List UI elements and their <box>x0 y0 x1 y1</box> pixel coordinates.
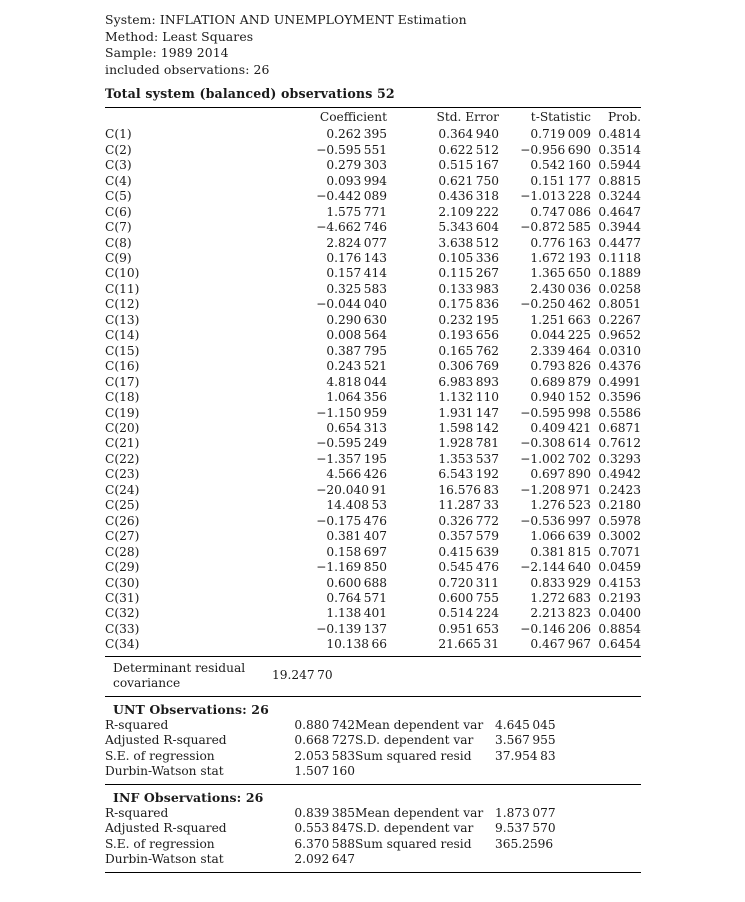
statistic-row <box>105 821 641 837</box>
prob-value: 0.4991 <box>598 374 641 389</box>
table-row <box>105 576 641 591</box>
coefficient-name: C(30) <box>105 575 140 590</box>
coefficient-name: C(28) <box>105 544 140 559</box>
column-header-t-statistic: t-Statistic <box>530 110 591 125</box>
prob-value: 0.4647 <box>598 204 641 219</box>
std-error-value: 0.306 769 <box>438 359 499 374</box>
coefficient-name: C(20) <box>105 420 140 435</box>
coefficient-value: −20.040 91 <box>316 482 387 497</box>
prob-value: 0.1118 <box>598 251 641 265</box>
table-row <box>105 236 641 251</box>
prob-value: 0.8815 <box>598 173 641 188</box>
prob-value: 0.0459 <box>598 560 641 575</box>
table-row <box>105 344 641 359</box>
table-row <box>105 606 641 621</box>
coefficient-name: C(19) <box>105 405 140 420</box>
coefficient-name: C(11) <box>105 281 140 296</box>
prob-value: 0.4814 <box>598 127 641 142</box>
t-statistic-value: 0.697 890 <box>530 467 591 482</box>
std-error-value: 6.543 192 <box>438 467 499 482</box>
std-error-value: 0.193 656 <box>438 328 499 343</box>
std-error-value: 1.928 781 <box>438 436 499 451</box>
statistic-row <box>105 837 641 853</box>
statistic-row <box>105 806 641 822</box>
method-line: Method: Least Squares <box>105 28 254 44</box>
coefficient-value: 0.157 414 <box>326 266 387 281</box>
statistic-label-right: Mean dependent var <box>355 717 484 732</box>
t-statistic-value: 0.833 929 <box>530 575 591 590</box>
std-error-value: 2.109 222 <box>438 204 499 219</box>
statistic-label-left: Durbin-Watson stat <box>105 852 224 867</box>
t-statistic-value: −0.146 206 <box>520 621 591 636</box>
coefficient-name: C(17) <box>105 374 140 389</box>
statistic-label-left: R-squared <box>105 717 169 732</box>
coefficient-name: C(31) <box>105 590 140 605</box>
coefficient-name: C(33) <box>105 621 140 636</box>
coefficient-value: 4.818 044 <box>326 374 387 389</box>
table-row <box>105 220 641 235</box>
std-error-value: 1.353 537 <box>438 451 499 466</box>
prob-value: 0.5586 <box>598 405 641 420</box>
t-statistic-value: 0.719 009 <box>530 127 591 142</box>
statistic-label-right: S.D. dependent var <box>355 821 474 836</box>
t-statistic-value: −0.595 998 <box>520 405 591 420</box>
coefficient-name: C(22) <box>105 451 140 466</box>
std-error-value: 0.165 762 <box>438 343 499 358</box>
std-error-value: 11.287 33 <box>438 498 499 513</box>
coefficient-name: C(16) <box>105 359 140 374</box>
coefficient-name: C(2) <box>105 142 132 157</box>
estimation-preamble <box>105 12 641 78</box>
coefficient-value: −0.175 476 <box>316 513 387 528</box>
statistic-value-right: 365.2596 <box>495 836 554 851</box>
prob-value: 0.5944 <box>598 158 641 173</box>
statistic-value-right: 37.954 83 <box>495 748 556 763</box>
coefficients-table <box>105 108 641 652</box>
statistic-label-right <box>355 852 495 868</box>
prob-value: 0.0310 <box>598 343 641 358</box>
coefficient-name: C(13) <box>105 312 140 327</box>
t-statistic-value: 1.672 193 <box>530 251 591 265</box>
prob-value: 0.0258 <box>598 281 641 296</box>
coefficient-name: C(29) <box>105 560 140 575</box>
coefficient-value: 0.243 521 <box>326 359 387 374</box>
t-statistic-value: 0.793 826 <box>530 359 591 374</box>
statistic-value-right: 9.537 570 <box>495 821 556 836</box>
coefficient-value: −1.357 195 <box>316 451 387 466</box>
t-statistic-value: 0.747 086 <box>530 204 591 219</box>
std-error-value: 0.105 336 <box>438 251 499 265</box>
equation-block-title: INF Observations: 26 <box>113 789 264 805</box>
std-error-value: 0.232 195 <box>438 312 499 327</box>
prob-value: 0.2267 <box>598 312 641 327</box>
t-statistic-value: 0.044 225 <box>530 328 591 343</box>
coefficient-value: −0.139 137 <box>316 621 387 636</box>
statistic-value-right: 4.645 045 <box>495 717 556 732</box>
statistic-value-right: 1.873 077 <box>495 805 556 820</box>
prob-value: 0.3293 <box>598 451 641 466</box>
table-row <box>105 174 641 189</box>
coefficient-value: 0.008 564 <box>326 328 387 343</box>
coefficient-value: −1.169 850 <box>316 560 387 575</box>
table-row <box>105 514 641 529</box>
std-error-value: 0.514 224 <box>438 606 499 621</box>
table-row <box>105 297 641 312</box>
prob-value: 0.7612 <box>598 436 641 451</box>
coefficient-value: −1.150 959 <box>316 405 387 420</box>
statistic-label-right: Sum squared resid <box>355 748 472 763</box>
statistic-row <box>105 718 641 734</box>
prob-value: 0.4153 <box>598 575 641 590</box>
std-error-value: 0.364 940 <box>438 127 499 142</box>
statistic-row <box>105 749 641 765</box>
coefficient-value: 0.764 571 <box>326 590 387 605</box>
coefficient-value: 0.600 688 <box>326 575 387 590</box>
t-statistic-value: 2.213 823 <box>530 606 591 621</box>
std-error-value: 0.951 653 <box>438 621 499 636</box>
coefficient-name: C(1) <box>105 127 132 142</box>
equation-block-title: UNT Observations: 26 <box>113 701 269 717</box>
std-error-value: 0.515 167 <box>438 158 499 173</box>
equation-blocks <box>105 697 641 872</box>
coefficient-name: C(7) <box>105 220 132 235</box>
coefficient-value: 1.138 401 <box>326 606 387 621</box>
coefficient-name: C(10) <box>105 266 140 281</box>
coefficient-name: C(15) <box>105 343 140 358</box>
coefficient-value: 0.176 143 <box>326 251 387 265</box>
table-row <box>105 127 641 142</box>
prob-value: 0.1889 <box>598 266 641 281</box>
statistic-label-left: Adjusted R-squared <box>105 733 227 748</box>
coefficient-name: C(27) <box>105 529 140 544</box>
table-row <box>105 282 641 297</box>
t-statistic-value: 0.467 967 <box>530 637 591 652</box>
statistic-label-left: Durbin-Watson stat <box>105 764 224 779</box>
column-header-coefficient: Coefficient <box>319 110 387 125</box>
coefficient-name: C(32) <box>105 606 140 621</box>
total-system-observations: Total system (balanced) observations 52 <box>105 86 395 102</box>
coefficient-value: 0.325 583 <box>326 281 387 296</box>
std-error-value: 16.576 83 <box>438 482 499 497</box>
std-error-value: 0.175 836 <box>438 297 499 312</box>
prob-value: 0.7071 <box>598 544 641 559</box>
coefficient-name: C(26) <box>105 513 140 528</box>
statistic-value-right: 3.567 955 <box>495 733 556 748</box>
table-bottom-rule <box>105 872 641 873</box>
coefficient-name: C(5) <box>105 189 132 204</box>
t-statistic-value: −1.002 702 <box>520 451 591 466</box>
included-observations-line: included observations: 26 <box>105 61 270 77</box>
std-error-value: 0.133 983 <box>438 281 499 296</box>
std-error-value: 1.931 147 <box>438 405 499 420</box>
t-statistic-value: −1.208 971 <box>520 482 591 497</box>
table-row <box>105 143 641 158</box>
table-row <box>105 483 641 498</box>
table-row <box>105 251 641 266</box>
table-row <box>105 436 641 451</box>
t-statistic-value: 0.940 152 <box>530 390 591 405</box>
prob-value: 0.2180 <box>598 498 641 513</box>
statistic-value-right <box>495 764 641 780</box>
prob-value: 0.5978 <box>598 513 641 528</box>
t-statistic-value: 1.066 639 <box>530 529 591 544</box>
t-statistic-value: −0.536 997 <box>520 513 591 528</box>
prob-value: 0.9652 <box>598 328 641 343</box>
statistic-label-left: R-squared <box>105 805 169 820</box>
statistic-label-left: S.E. of regression <box>105 836 215 851</box>
coefficient-name: C(25) <box>105 498 140 513</box>
prob-value: 0.3596 <box>598 390 641 405</box>
statistic-value-left: 0.668 727 <box>294 733 355 748</box>
coefficients-table-body <box>105 127 641 652</box>
t-statistic-value: 2.430 036 <box>530 281 591 296</box>
prob-value: 0.3514 <box>598 142 641 157</box>
determinant-value: 19.247 70 <box>272 668 333 683</box>
coefficient-value: 0.262 395 <box>326 127 387 142</box>
t-statistic-value: 0.151 177 <box>530 173 591 188</box>
table-row <box>105 591 641 606</box>
prob-value: 0.3244 <box>598 189 641 204</box>
std-error-value: 3.638 512 <box>438 235 499 250</box>
column-header-name <box>105 108 257 127</box>
std-error-value: 0.621 750 <box>438 173 499 188</box>
coefficient-name: C(23) <box>105 467 140 482</box>
determinant-label-line1: Determinant residual <box>113 660 246 675</box>
coefficient-name: C(9) <box>105 251 132 265</box>
table-row <box>105 545 641 560</box>
statistic-label-right <box>355 764 495 780</box>
t-statistic-value: −0.872 585 <box>520 220 591 235</box>
table-row <box>105 529 641 544</box>
coefficient-name: C(12) <box>105 297 140 312</box>
coefficient-value: −4.662 746 <box>316 220 387 235</box>
std-error-value: 0.600 755 <box>438 590 499 605</box>
table-row <box>105 359 641 374</box>
coefficient-value: 1.064 356 <box>326 390 387 405</box>
t-statistic-value: −2.144 640 <box>520 560 591 575</box>
table-row <box>105 189 641 204</box>
statistic-row <box>105 733 641 749</box>
coefficient-value: 14.408 53 <box>326 498 387 513</box>
table-row <box>105 452 641 467</box>
prob-value: 0.8854 <box>598 621 641 636</box>
statistic-value-right <box>495 852 641 868</box>
determinant-label-line2: covariance <box>113 676 181 691</box>
t-statistic-value: 0.776 163 <box>530 235 591 250</box>
statistic-value-left: 2.092 647 <box>294 852 355 867</box>
std-error-value: 6.983 893 <box>438 374 499 389</box>
std-error-value: 0.545 476 <box>438 560 499 575</box>
statistic-label-right: Mean dependent var <box>355 805 484 820</box>
statistic-value-left: 1.507 160 <box>294 764 355 779</box>
statistic-row <box>105 852 641 868</box>
table-row <box>105 328 641 343</box>
column-header-std-error: Std. Error <box>436 110 499 125</box>
coefficient-name: C(18) <box>105 390 140 405</box>
coefficient-name: C(3) <box>105 158 132 173</box>
table-row <box>105 622 641 637</box>
coefficient-value: 0.381 407 <box>326 529 387 544</box>
coefficient-value: −0.595 249 <box>316 436 387 451</box>
coefficient-value: −0.442 089 <box>316 189 387 204</box>
std-error-value: 0.326 772 <box>438 513 499 528</box>
coefficient-value: −0.595 551 <box>316 142 387 157</box>
table-row <box>105 467 641 482</box>
table-row <box>105 406 641 421</box>
statistic-label-right: S.D. dependent var <box>355 733 474 748</box>
statistic-value-left: 0.553 847 <box>294 821 355 836</box>
table-row <box>105 560 641 575</box>
prob-value: 0.2193 <box>598 590 641 605</box>
coefficient-name: C(14) <box>105 328 140 343</box>
coefficient-value: 0.654 313 <box>326 420 387 435</box>
coefficient-name: C(4) <box>105 173 132 188</box>
determinant-residual-covariance-row <box>105 657 641 696</box>
t-statistic-value: 0.381 815 <box>530 544 591 559</box>
system-line: System: INFLATION AND UNEMPLOYMENT Estimation <box>105 12 467 27</box>
prob-value: 0.0400 <box>598 606 641 621</box>
table-row <box>105 205 641 220</box>
t-statistic-value: 1.251 663 <box>530 312 591 327</box>
t-statistic-value: −0.956 690 <box>520 142 591 157</box>
coefficient-value: 0.158 697 <box>326 544 387 559</box>
t-statistic-value: 0.409 421 <box>530 420 591 435</box>
t-statistic-value: −1.013 228 <box>520 189 591 204</box>
coefficient-value: 2.824 077 <box>326 235 387 250</box>
prob-value: 0.4942 <box>598 467 641 482</box>
table-row <box>105 375 641 390</box>
table-row <box>105 158 641 173</box>
t-statistic-value: 1.365 650 <box>530 266 591 281</box>
prob-value: 0.2423 <box>598 482 641 497</box>
table-row <box>105 313 641 328</box>
coefficient-name: C(21) <box>105 436 140 451</box>
table-row <box>105 637 641 652</box>
coefficient-value: 0.290 630 <box>326 312 387 327</box>
t-statistic-value: −0.308 614 <box>520 436 591 451</box>
prob-value: 0.4376 <box>598 359 641 374</box>
statistic-row <box>105 764 641 780</box>
coefficient-value: 10.138 66 <box>326 637 387 652</box>
prob-value: 0.4477 <box>598 235 641 250</box>
table-row <box>105 498 641 513</box>
statistic-label-right: Sum squared resid <box>355 836 472 851</box>
t-statistic-value: 0.542 160 <box>530 158 591 173</box>
determinant-label <box>105 661 269 692</box>
statistic-value-left: 0.880 742 <box>294 717 355 732</box>
table-row <box>105 390 641 405</box>
coefficient-value: −0.044 040 <box>316 297 387 312</box>
coefficient-value: 1.575 771 <box>326 204 387 219</box>
equation-statistics-table <box>105 806 641 868</box>
prob-value: 0.8051 <box>598 297 641 312</box>
std-error-value: 0.622 512 <box>438 142 499 157</box>
coefficient-name: C(24) <box>105 482 140 497</box>
t-statistic-value: 1.272 683 <box>530 590 591 605</box>
coefficient-name: C(34) <box>105 637 140 652</box>
statistic-value-left: 0.839 385 <box>294 805 355 820</box>
column-header-prob: Prob. <box>607 110 641 125</box>
coefficient-name: C(6) <box>105 204 132 219</box>
std-error-value: 5.343 604 <box>438 220 499 235</box>
table-header-row <box>105 108 641 127</box>
prob-value: 0.3944 <box>598 220 641 235</box>
prob-value: 0.6454 <box>598 637 641 652</box>
std-error-value: 21.665 31 <box>438 637 499 652</box>
statistic-value-left: 6.370 588 <box>294 836 355 851</box>
statistic-label-left: S.E. of regression <box>105 748 215 763</box>
std-error-value: 0.720 311 <box>438 575 499 590</box>
prob-value: 0.6871 <box>598 420 641 435</box>
std-error-value: 0.415 639 <box>438 544 499 559</box>
coefficient-value: 0.093 994 <box>326 173 387 188</box>
t-statistic-value: 1.276 523 <box>530 498 591 513</box>
statistic-label-left: Adjusted R-squared <box>105 821 227 836</box>
t-statistic-value: 2.339 464 <box>530 343 591 358</box>
std-error-value: 0.436 318 <box>438 189 499 204</box>
t-statistic-value: −0.250 462 <box>520 297 591 312</box>
std-error-value: 1.132 110 <box>438 390 499 405</box>
std-error-value: 0.115 267 <box>438 266 499 281</box>
prob-value: 0.3002 <box>598 529 641 544</box>
std-error-value: 0.357 579 <box>438 529 499 544</box>
t-statistic-value: 0.689 879 <box>530 374 591 389</box>
coefficient-name: C(8) <box>105 235 132 250</box>
statistic-value-left: 2.053 583 <box>294 748 355 763</box>
table-row <box>105 421 641 436</box>
coefficient-value: 4.566 426 <box>326 467 387 482</box>
equation-statistics-table <box>105 718 641 780</box>
std-error-value: 1.598 142 <box>438 420 499 435</box>
table-row <box>105 266 641 281</box>
coefficient-value: 0.279 303 <box>326 158 387 173</box>
coefficient-value: 0.387 795 <box>326 343 387 358</box>
sample-line: Sample: 1989 2014 <box>105 45 229 61</box>
